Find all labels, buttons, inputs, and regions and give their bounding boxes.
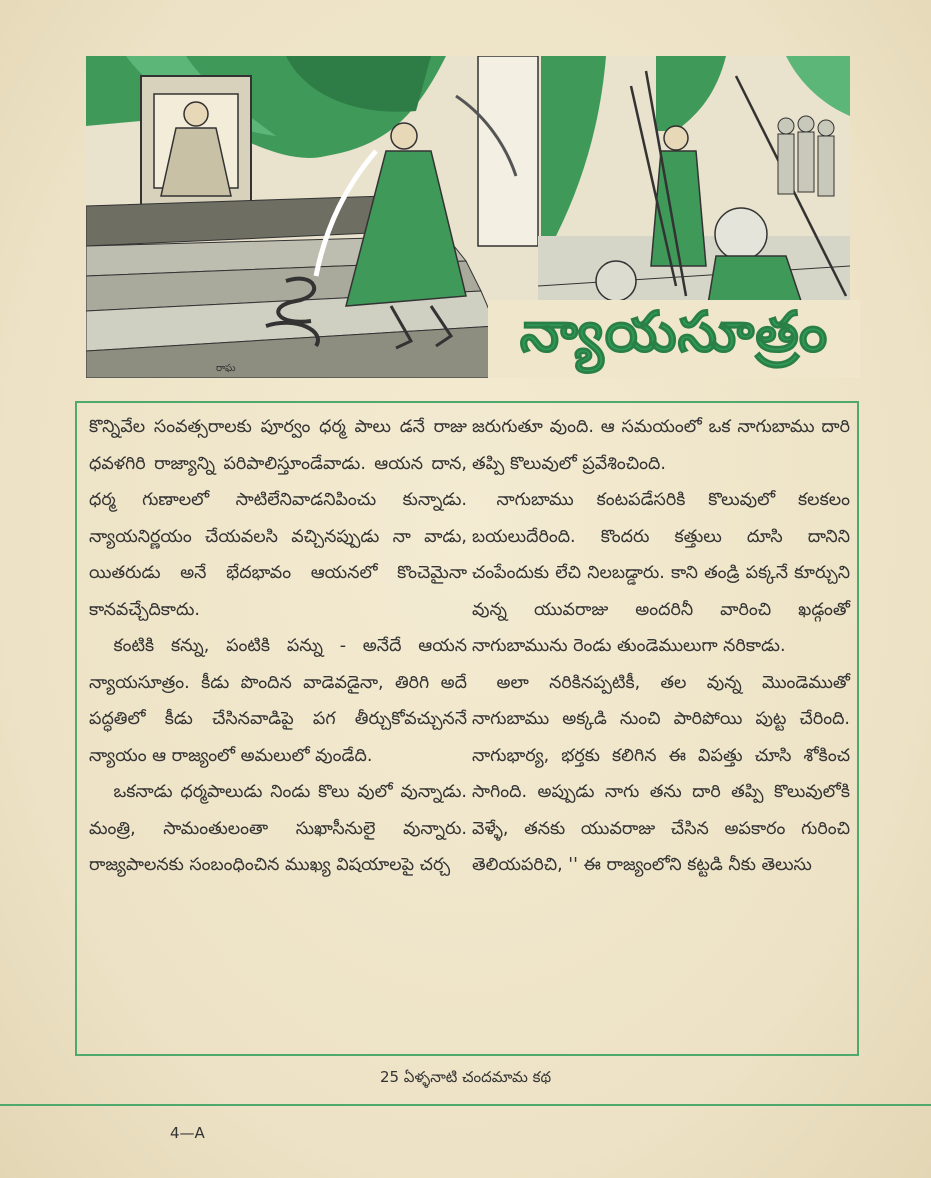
paragraph: కంటికి కన్ను, పంటికి పన్ను - అనేదే ఆయన న్యాయసూత్రం. కీడు పొందిన వాడెవడైనా, తిరిగి అదే పద్ధతిలో కీడు చేసినవాడిపై పగ తీర్చుకోవచ్చుననే న్యాయం ఆ రాజ్యంలో అమలులో వుండేది. [89,636,467,766]
paragraph: కొన్నివేల సంవత్సరాలకు పూర్వం ధర్మ పాలు డనే రాజు ధవళగిరి రాజ్యాన్ని పరిపాలిస్తూండేవాడు. ఆయన దాన, ధర్మ గుణాలలో సాటిలేనివాడనిపించు కున్నాడు. న్యాయనిర్ణయం చేయవలసి వచ్చినప్పుడు నా వాడు, యితరుడు అనే భేదభావం ఆయనలో కొంచెమైనా కానవచ్చేదికాదు. [89,417,467,620]
paragraph: నాగుబాము కంటపడేసరికి కొలువులో కలకలం బయలుదేరింది. కొందరు కత్తులు దూసి దానిని చంపేందుకు లేచి నిలబడ్డారు. కాని తండ్రి పక్కనే కూర్చుని వున్న యువరాజు అందరినీ వారించి ఖడ్గంతో నాగుబామును రెండు తుండెములుగా నరికాడు. [472,490,850,656]
story-title: న్యాయసూత్రం [488,300,860,378]
right-column [472,409,850,884]
footer-caption: 25 ఏళ్ళనాటి చందమామ కథ [379,1068,552,1086]
paragraph: జరుగుతూ వుంది. ఆ సమయంలో ఒక నాగుబాము దారి తప్పి కొలువులో ప్రవేశించింది. [472,417,850,474]
paragraph: ఒకనాడు ధర్మపాలుడు నిండు కొలు వులో వున్నాడు. మంత్రి, సామంతులంతా సుఖాసీనులై వున్నారు. రాజ్యపాలనకు సంబంధించిన ముఖ్య విషయాలపై చర్చ [89,782,467,875]
artist-signature: రాఘ [216,363,236,374]
paragraph: అలా నరికినప్పటికీ, తల వున్న మొండెముతో నాగుబాము అక్కడి నుంచి పారిపోయి పుట్ట చేరింది. నాగుభార్య, భర్తకు కలిగిన ఈ విపత్తు చూసి శోకించ సాగింది. అప్పుడు నాగు తను దారి తప్పి కొలువులోకి వెళ్ళే, తనకు యువరాజు చేసిన అపకారం గురించి తెలియపరిచి, '' ఈ రాజ్యంలోని కట్టడి నీకు తెలుసు [472,672,850,875]
story-text-frame [75,401,859,1056]
page-signature-mark: 4—A [170,1124,205,1142]
footer-divider [0,1104,931,1106]
left-column [89,409,467,884]
